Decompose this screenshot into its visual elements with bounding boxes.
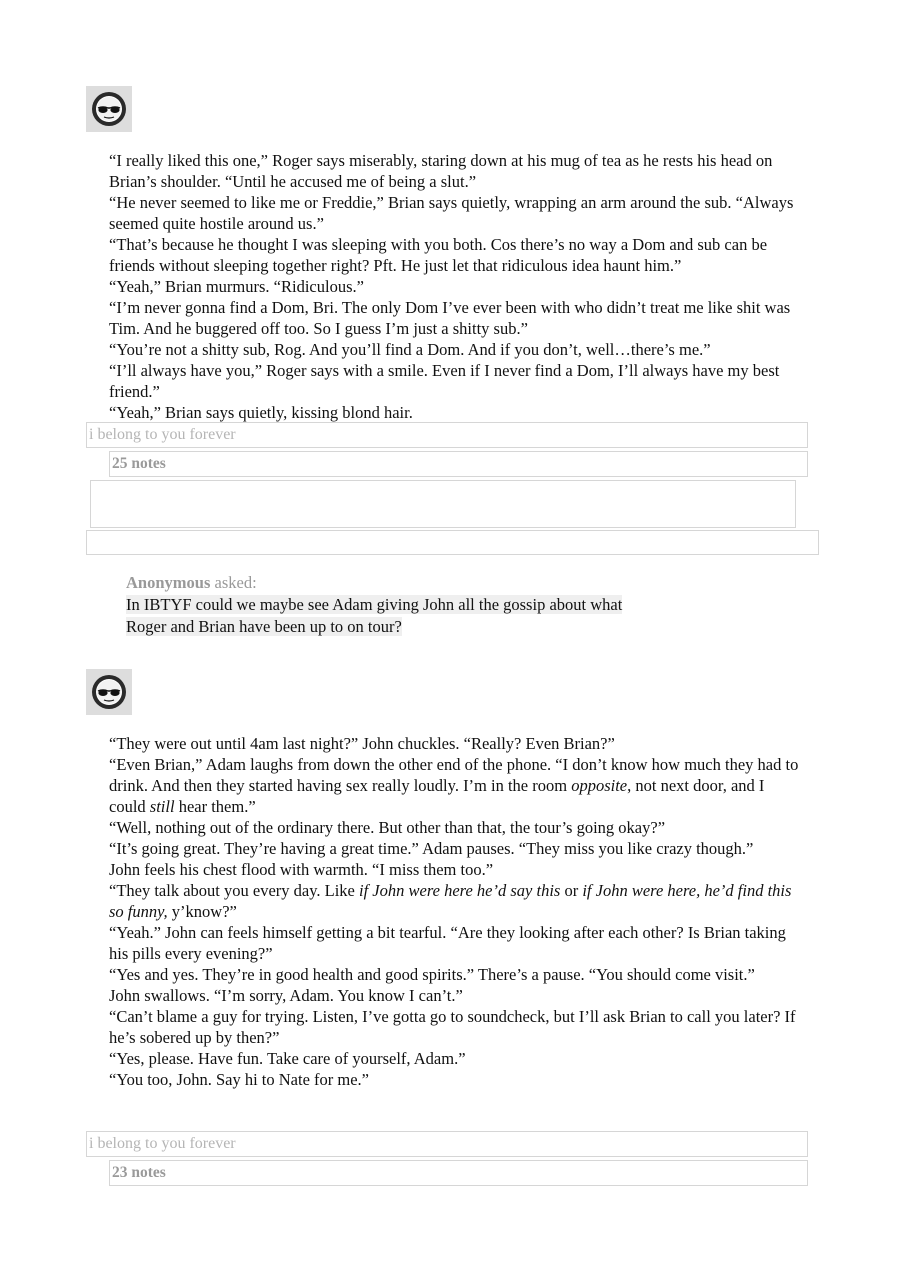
paragraph: “I’m never gonna find a Dom, Bri. The only Dom I’ve ever been with who didn’t treat me like shit was Tim. And he buggered off too. So I guess I’m just a shitty sub.” xyxy=(109,298,791,338)
paragraph: “It’s going great. They’re having a great time.” Adam pauses. “They miss you like crazy though.” xyxy=(109,839,754,858)
notes-count[interactable] xyxy=(109,451,808,477)
paragraph: “Yes and yes. They’re in good health and good spirits.” There’s a pause. “You should come visit.” xyxy=(109,965,755,984)
paragraph: “They were out until 4am last night?” John chuckles. “Really? Even Brian?” xyxy=(109,734,615,753)
question-text: Roger and Brian have been up to on tour? xyxy=(126,617,402,636)
paragraph: “He never seemed to like me or Freddie,” Brian says quietly, wrapping an arm around the sub. “Always seemed quite hostile around us.” xyxy=(109,193,794,233)
asked-label: asked: xyxy=(210,573,257,592)
paragraph: “Can’t blame a guy for trying. Listen, I’ve gotta go to soundcheck, but I’ll ask Brian to call you later? If he’s sobered up by then?” xyxy=(109,1007,796,1047)
paragraph: “Well, nothing out of the ordinary there. But other than that, the tour’s going okay?” xyxy=(109,818,666,837)
asker-line xyxy=(126,572,686,594)
paragraph: John swallows. “I’m sorry, Adam. You know I can’t.” xyxy=(109,986,463,1005)
paragraph: “Yeah,” Brian murmurs. “Ridiculous.” xyxy=(109,277,364,296)
paragraph: “You too, John. Say hi to Nate for me.” xyxy=(109,1070,370,1089)
paragraph: John feels his chest flood with warmth. “I miss them too.” xyxy=(109,860,494,879)
tag-label: i belong to you forever xyxy=(89,1135,236,1152)
post-tag[interactable] xyxy=(86,1131,808,1157)
paragraph: “Yeah.” John can feels himself getting a bit tearful. “Are they looking after each other? Is Brian taking his pills every evening?” xyxy=(109,923,786,963)
paragraph: “That’s because he thought I was sleeping with you both. Cos there’s no way a Dom and sub can be friends without sleeping together right? Pft. He just let that ridiculous idea haunt him.” xyxy=(109,235,768,275)
post-body xyxy=(109,733,799,1090)
ask-block xyxy=(126,572,686,638)
paragraph: “You’re not a shitty sub, Rog. And you’ll find a Dom. And if you don’t, well…there’s me.” xyxy=(109,340,711,359)
empty-frame xyxy=(86,530,819,555)
notes-count[interactable] xyxy=(109,1160,808,1186)
paragraph: “They talk about you every day. Like if John were here he’d say this or if John were here, he’d find this so funny, y’know?” xyxy=(109,881,792,921)
asker-name[interactable]: Anonymous xyxy=(126,573,211,592)
post-tag[interactable] xyxy=(86,422,808,448)
post-body xyxy=(109,150,799,423)
paragraph: “I really liked this one,” Roger says miserably, staring down at his mug of tea as he rests his head on Brian’s shoulder. “Until he accused me of being a slut.” xyxy=(109,151,773,191)
paragraph: “Even Brian,” Adam laughs from down the other end of the phone. “I don’t know how much they had to drink. And then they started having sex really loudly. I’m in the room opposite, not next door, and I could still hear them.” xyxy=(109,755,799,816)
question-text: In IBTYF could we maybe see Adam giving John all the gossip about what xyxy=(126,595,623,614)
sunglasses-avatar-icon xyxy=(89,89,129,129)
sunglasses-avatar-icon xyxy=(89,672,129,712)
paragraph: “I’ll always have you,” Roger says with a smile. Even if I never find a Dom, I’ll always have my best friend.” xyxy=(109,361,780,401)
paragraph: “Yes, please. Have fun. Take care of yourself, Adam.” xyxy=(109,1049,466,1068)
notes-label: 25 notes xyxy=(112,455,166,472)
avatar[interactable] xyxy=(86,86,132,132)
paragraph: “Yeah,” Brian says quietly, kissing blond hair. xyxy=(109,403,413,422)
empty-frame xyxy=(90,480,796,528)
notes-label: 23 notes xyxy=(112,1164,166,1181)
avatar[interactable] xyxy=(86,669,132,715)
tag-label: i belong to you forever xyxy=(89,426,236,443)
